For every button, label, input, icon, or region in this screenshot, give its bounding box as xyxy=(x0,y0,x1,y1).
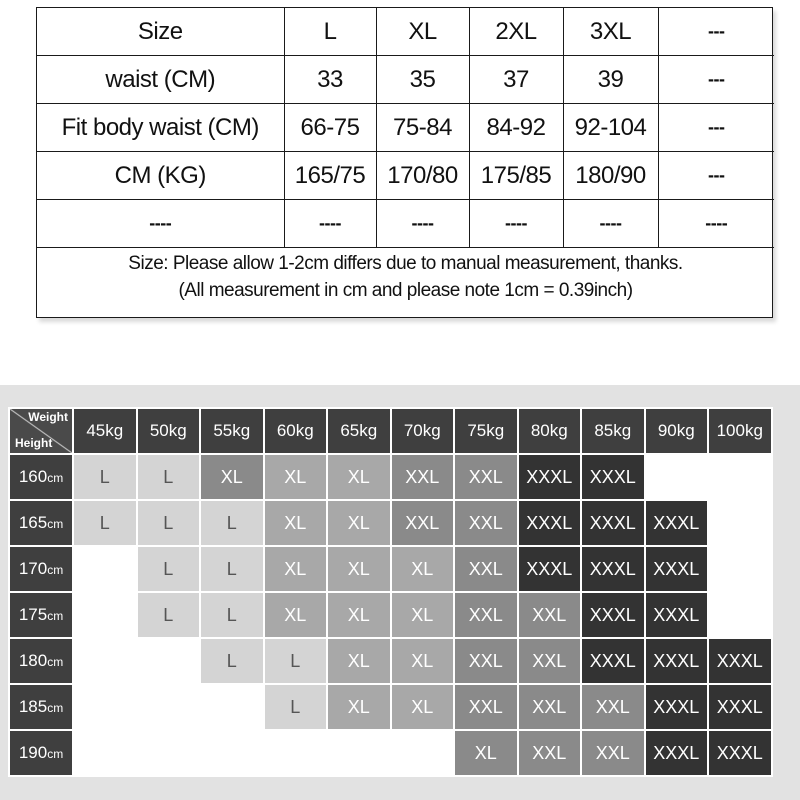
size-chart-cell: XL xyxy=(391,638,455,684)
size-chart-cell xyxy=(708,500,772,546)
size-header-row xyxy=(37,8,774,56)
height-row xyxy=(9,730,772,776)
size-chart-cell: XL xyxy=(327,638,391,684)
corner-height-label: Height xyxy=(15,436,53,450)
height-row xyxy=(9,638,772,684)
height-value: 185 xyxy=(18,697,48,716)
size-cell: 92-104 xyxy=(563,104,658,152)
height-row xyxy=(9,500,772,546)
size-chart-cell: L xyxy=(264,638,328,684)
size-chart-cell: L xyxy=(137,500,201,546)
size-table xyxy=(36,7,773,318)
size-cell: ---- xyxy=(563,200,658,248)
size-note-line-1: Size: Please allow 1-2cm differs due to manual measurement, thanks. xyxy=(128,253,683,274)
size-chart-cell: XL xyxy=(264,592,328,638)
size-chart-cell: XXXL xyxy=(581,592,645,638)
size-chart-cell xyxy=(391,730,455,776)
size-cell: 175/85 xyxy=(469,152,563,200)
size-cell: --- xyxy=(658,56,774,104)
size-table-grid xyxy=(37,8,774,306)
height-row xyxy=(9,454,772,500)
size-chart-cell: XL xyxy=(327,684,391,730)
size-cell: 35 xyxy=(376,56,469,104)
size-cell: Fit body waist (CM) xyxy=(37,104,284,152)
size-cell: XL xyxy=(376,8,469,56)
size-chart-cell: XL xyxy=(200,454,264,500)
size-chart-cell: L xyxy=(73,454,137,500)
size-chart-cell: XXXL xyxy=(645,730,709,776)
size-chart-cell xyxy=(645,454,709,500)
size-chart-cell xyxy=(73,684,137,730)
size-cell: 2XL xyxy=(469,8,563,56)
size-chart-cell: XXL xyxy=(581,730,645,776)
size-cell: --- xyxy=(658,8,774,56)
size-chart-cell: L xyxy=(264,684,328,730)
size-cell: ---- xyxy=(658,200,774,248)
size-cell: waist (CM) xyxy=(37,56,284,104)
size-cell: ---- xyxy=(37,200,284,248)
size-chart-cell: XXXL xyxy=(581,546,645,592)
size-chart-cell: XXXL xyxy=(518,454,582,500)
size-chart-cell xyxy=(708,546,772,592)
height-unit: cm xyxy=(47,471,64,485)
size-chart-cell xyxy=(200,730,264,776)
height-unit: cm xyxy=(47,655,64,669)
corner-weight-label: Weight xyxy=(28,410,68,424)
size-chart-cell: XL xyxy=(454,730,518,776)
size-chart-cell: XXXL xyxy=(645,546,709,592)
size-chart-cell xyxy=(264,730,328,776)
size-cell: 75-84 xyxy=(376,104,469,152)
height-header xyxy=(9,592,73,638)
size-chart-cell xyxy=(137,684,201,730)
size-cell: Size xyxy=(37,8,284,56)
size-chart-cell xyxy=(73,638,137,684)
size-note-row xyxy=(37,248,774,307)
height-value: 160 xyxy=(18,467,48,486)
height-header xyxy=(9,546,73,592)
height-row xyxy=(9,546,772,592)
weight-header: 45kg xyxy=(73,408,137,454)
size-chart-cell: XXXL xyxy=(708,684,772,730)
size-chart-cell: L xyxy=(200,592,264,638)
size-cell: 170/80 xyxy=(376,152,469,200)
size-chart-cell: XXL xyxy=(518,730,582,776)
height-value: 190 xyxy=(18,743,48,762)
size-chart-cell xyxy=(73,592,137,638)
weight-header: 65kg xyxy=(327,408,391,454)
size-chart-cell: XXXL xyxy=(581,638,645,684)
size-chart-cell: XL xyxy=(327,500,391,546)
size-row xyxy=(37,200,774,248)
size-cell: ---- xyxy=(284,200,376,248)
height-value: 170 xyxy=(18,559,48,578)
weight-header: 90kg xyxy=(645,408,709,454)
weight-header: 55kg xyxy=(200,408,264,454)
size-chart-cell xyxy=(708,592,772,638)
height-header xyxy=(9,730,73,776)
size-chart-cell: XXL xyxy=(454,592,518,638)
size-chart-cell xyxy=(137,730,201,776)
size-chart-cell: XXXL xyxy=(645,638,709,684)
size-chart-cell: XL xyxy=(264,454,328,500)
size-cell: ---- xyxy=(469,200,563,248)
size-cell: 84-92 xyxy=(469,104,563,152)
size-chart-cell: L xyxy=(200,638,264,684)
height-unit: cm xyxy=(47,747,64,761)
size-chart-cell: XXXL xyxy=(645,592,709,638)
size-chart-cell: L xyxy=(200,546,264,592)
size-row xyxy=(37,152,774,200)
height-row xyxy=(9,592,772,638)
size-chart-cell xyxy=(73,730,137,776)
size-chart-cell: XXL xyxy=(581,684,645,730)
height-header xyxy=(9,684,73,730)
size-chart-cell: XXL xyxy=(518,638,582,684)
height-unit: cm xyxy=(47,517,64,531)
size-cell: 165/75 xyxy=(284,152,376,200)
size-note xyxy=(37,248,774,307)
size-cell: --- xyxy=(658,152,774,200)
height-unit: cm xyxy=(47,609,64,623)
size-chart-cell: L xyxy=(200,500,264,546)
size-chart-cell: L xyxy=(137,454,201,500)
weight-header: 100kg xyxy=(708,408,772,454)
height-unit: cm xyxy=(47,701,64,715)
size-chart-cell: XL xyxy=(327,454,391,500)
size-note-line-2: (All measurement in cm and please note 1cm = 0.39inch) xyxy=(178,280,633,301)
size-chart-cell: XL xyxy=(391,546,455,592)
size-chart-cell: XXXL xyxy=(645,684,709,730)
size-chart-cell: XXXL xyxy=(581,500,645,546)
size-chart-cell xyxy=(708,454,772,500)
size-chart-cell: L xyxy=(137,546,201,592)
size-chart-cell: XL xyxy=(327,592,391,638)
size-chart-cell: XXXL xyxy=(518,546,582,592)
height-header xyxy=(9,500,73,546)
height-value: 180 xyxy=(18,651,48,670)
size-chart-cell: XXXL xyxy=(581,454,645,500)
size-row xyxy=(37,104,774,152)
size-chart-cell: XXL xyxy=(454,684,518,730)
size-chart-cell: L xyxy=(73,500,137,546)
weight-header: 60kg xyxy=(264,408,328,454)
size-cell: ---- xyxy=(376,200,469,248)
size-chart-cell: XL xyxy=(264,500,328,546)
height-value: 165 xyxy=(18,513,48,532)
weight-header: 50kg xyxy=(137,408,201,454)
height-value: 175 xyxy=(18,605,48,624)
size-chart-cell: XXXL xyxy=(645,500,709,546)
size-cell: 33 xyxy=(284,56,376,104)
size-cell: 39 xyxy=(563,56,658,104)
size-chart-cell xyxy=(327,730,391,776)
size-cell: 180/90 xyxy=(563,152,658,200)
size-cell: --- xyxy=(658,104,774,152)
size-cell: 37 xyxy=(469,56,563,104)
weight-header: 80kg xyxy=(518,408,582,454)
size-chart-cell: XXL xyxy=(391,454,455,500)
size-chart-cell: XXXL xyxy=(708,638,772,684)
size-chart-cell: L xyxy=(137,592,201,638)
size-chart-cell: XXL xyxy=(454,638,518,684)
size-chart-cell xyxy=(73,546,137,592)
height-header xyxy=(9,454,73,500)
size-chart-cell: XL xyxy=(391,592,455,638)
size-chart-cell: XXL xyxy=(518,684,582,730)
size-chart-cell: XL xyxy=(327,546,391,592)
height-row xyxy=(9,684,772,730)
chart-corner xyxy=(9,408,73,454)
size-chart-cell: XXL xyxy=(454,546,518,592)
size-chart-cell: XL xyxy=(264,546,328,592)
size-cell: CM (KG) xyxy=(37,152,284,200)
height-unit: cm xyxy=(47,563,64,577)
size-chart-cell: XXL xyxy=(454,500,518,546)
size-chart-cell xyxy=(200,684,264,730)
size-row xyxy=(37,56,774,104)
size-cell: 3XL xyxy=(563,8,658,56)
size-cell: L xyxy=(284,8,376,56)
weight-header: 70kg xyxy=(391,408,455,454)
height-header xyxy=(9,638,73,684)
weight-height-chart xyxy=(8,407,773,777)
weight-header: 75kg xyxy=(454,408,518,454)
size-cell: 66-75 xyxy=(284,104,376,152)
size-chart-cell: XXL xyxy=(391,500,455,546)
size-chart-cell xyxy=(137,638,201,684)
size-chart-cell: XL xyxy=(391,684,455,730)
size-chart-cell: XXL xyxy=(454,454,518,500)
size-chart-cell: XXL xyxy=(518,592,582,638)
size-chart-cell: XXXL xyxy=(518,500,582,546)
weight-header: 85kg xyxy=(581,408,645,454)
size-chart-cell: XXXL xyxy=(708,730,772,776)
